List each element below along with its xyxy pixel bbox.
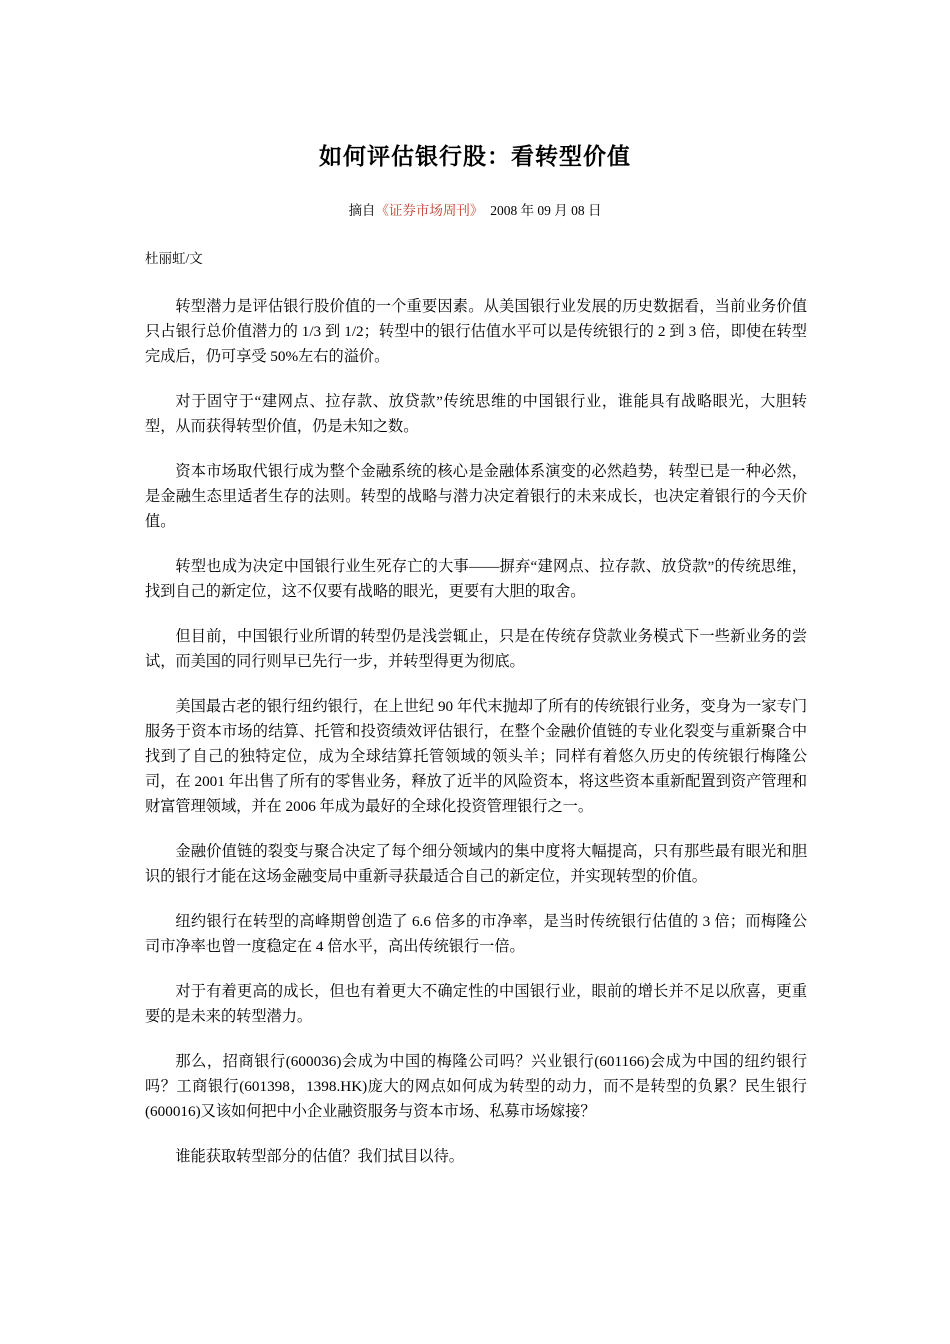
paragraph: 对于固守于“建网点、拉存款、放贷款”传统思维的中国银行业，谁能具有战略眼光，大胆转型，从而获得转型价值，仍是未知之数。	[145, 393, 807, 435]
paragraph: 转型潜力是评估银行股价值的一个重要因素。从美国银行业发展的历史数据看，当前业务价值只占银行总价值潜力的 1/3 到 1/2；转型中的银行估值水平可以是传统银行的 2 到 3 倍，即使在转型完成后，仍可享受 50%左右的溢价。	[145, 298, 807, 365]
paragraph: 但目前，中国银行业所谓的转型仍是浅尝辄止，只是在传统存贷款业务模式下一些新业务的尝试，而美国的同行则早已先行一步，并转型得更为彻底。	[145, 628, 807, 670]
paragraph: 金融价值链的裂变与聚合决定了每个细分领域内的集中度将大幅提高，只有那些最有眼光和胆识的银行才能在这场金融变局中重新寻获最适合自己的新定位，并实现转型的价值。	[145, 843, 807, 885]
paragraph: 对于有着更高的成长，但也有着更大不确定性的中国银行业，眼前的增长并不足以欣喜，更重要的是未来的转型潜力。	[145, 983, 807, 1025]
source-prefix: 摘自	[348, 203, 376, 218]
article-body	[145, 294, 807, 1189]
source-date: 2008 年 09 月 08 日	[490, 203, 602, 218]
paragraph: 谁能获取转型部分的估值？我们拭目以待。	[175, 1148, 464, 1165]
article-author: 杜丽虹/文	[145, 251, 203, 266]
article-source	[0, 199, 950, 219]
paragraph: 纽约银行在转型的高峰期曾创造了 6.6 倍多的市净率，是当时传统银行估值的 3 倍；而梅隆公司市净率也曾一度稳定在 4 倍水平，高出传统银行一倍。	[145, 913, 807, 955]
paragraph: 那么，招商银行(600036)会成为中国的梅隆公司吗？兴业银行(601166)会成为中国的纽约银行吗？工商银行(601398，1398.HK)庞大的网点如何成为转型的动力，而不是转型的负累？民生银行(600016)又该如何把中小企业融资服务与资本市场、私募市场嫁接？	[145, 1053, 807, 1120]
article-title: 如何评估银行股：看转型价值	[319, 144, 631, 170]
paragraph: 资本市场取代银行成为整个金融系统的核心是金融体系演变的必然趋势，转型已是一种必然，是金融生态里适者生存的法则。转型的战略与潜力决定着银行的未来成长，也决定着银行的今天价值。	[145, 463, 807, 530]
source-publication: 《证券市场周刊》	[375, 203, 484, 218]
paragraph: 转型也成为决定中国银行业生死存亡的大事——摒弃“建网点、拉存款、放贷款”的传统思维，找到自己的新定位，这不仅要有战略的眼光，更要有大胆的取舍。	[145, 558, 807, 600]
paragraph: 美国最古老的银行纽约银行，在上世纪 90 年代末抛却了所有的传统银行业务，变身为一家专门服务于资本市场的结算、托管和投资绩效评估银行，在整个金融价值链的专业化裂变与重新聚合中找到了自己的独特定位，成为全球结算托管领域的领头羊；同样有着悠久历史的传统银行梅隆公司，在 2001 年出售了所有的零售业务，释放了近半的风险资本，将这些资本重新配置到资产管理和财富管理领域，并在 2006 年成为最好的全球化投资管理银行之一。	[145, 698, 807, 815]
